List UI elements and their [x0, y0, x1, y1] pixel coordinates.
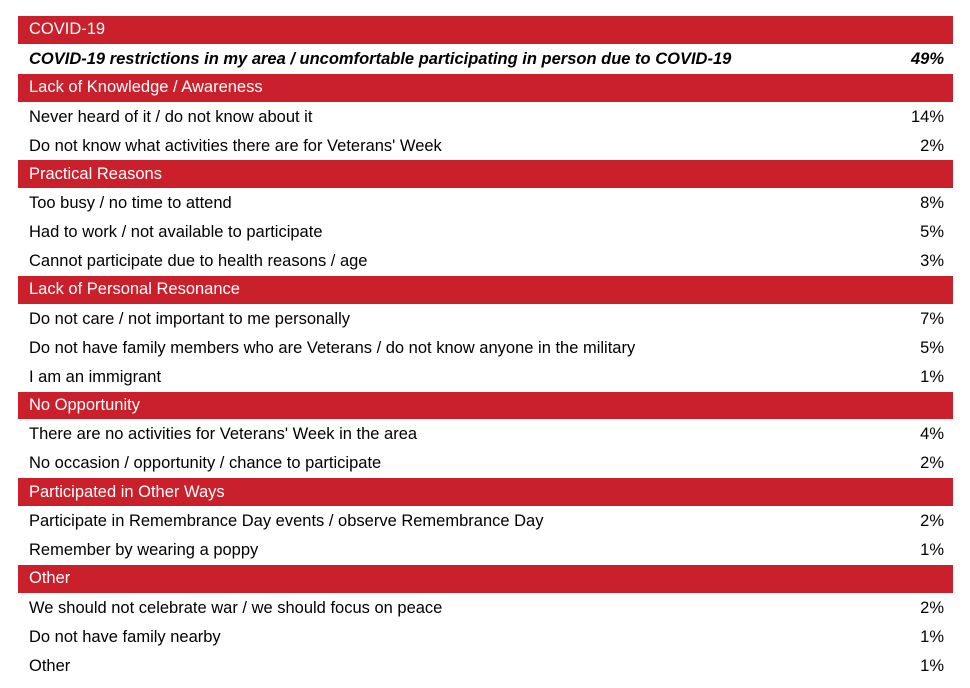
table-row — [18, 623, 953, 652]
row-value: 5% — [920, 338, 944, 357]
row-label: COVID-19 restrictions in my area / uncomfortable participating in person due to COVID-19 — [29, 49, 732, 68]
section-title: Lack of Knowledge / Awareness — [29, 78, 263, 97]
row-value: 2% — [920, 598, 944, 617]
table-row — [18, 507, 953, 536]
row-value: 1% — [920, 540, 944, 559]
row-label: We should not celebrate war / we should focus on peace — [29, 598, 443, 617]
row-value: 2% — [920, 512, 944, 531]
row-label: Had to work / not available to participate — [29, 223, 323, 242]
row-value: 14% — [910, 107, 944, 126]
section-title: COVID-19 — [29, 20, 106, 39]
section-header-resonance — [18, 276, 953, 305]
row-label: Do not have family nearby — [29, 627, 221, 646]
table-row — [18, 218, 953, 247]
table-row — [18, 536, 953, 565]
table-row — [18, 132, 953, 161]
section-header-knowledge — [18, 74, 953, 103]
section-title: Practical Reasons — [29, 164, 162, 183]
row-value: 2% — [920, 454, 944, 473]
row-value: 1% — [920, 656, 944, 675]
row-label: I am an immigrant — [29, 367, 162, 386]
table-row — [18, 594, 953, 623]
row-label: Do not have family members who are Veterans / do not know anyone in the military — [29, 338, 636, 357]
row-label: Too busy / no time to attend — [29, 194, 232, 213]
row-label: Remember by wearing a poppy — [29, 540, 259, 559]
row-value: 7% — [920, 309, 944, 328]
table-row — [18, 652, 953, 681]
row-value: 1% — [920, 367, 944, 386]
row-label: There are no activities for Veterans' Week in the area — [29, 425, 418, 444]
section-header-covid — [18, 16, 953, 45]
table-row — [18, 334, 953, 363]
row-value: 8% — [920, 194, 944, 213]
table-row — [18, 420, 953, 449]
section-title: Participated in Other Ways — [29, 482, 225, 501]
row-label: Participate in Remembrance Day events / observe Remembrance Day — [29, 512, 544, 531]
row-label: Do not care / not important to me personally — [29, 309, 350, 328]
row-value: 1% — [920, 627, 944, 646]
row-label: Cannot participate due to health reasons / age — [29, 252, 368, 271]
row-label: No occasion / opportunity / chance to participate — [29, 454, 382, 473]
section-title: Lack of Personal Resonance — [29, 280, 240, 299]
row-label: Do not know what activities there are for Veterans' Week — [29, 136, 442, 155]
table-row — [18, 449, 953, 478]
row-label: Never heard of it / do not know about it — [29, 107, 313, 126]
row-value: 4% — [920, 425, 944, 444]
table-row — [18, 45, 953, 74]
section-header-practical — [18, 160, 953, 189]
row-value: 49% — [910, 49, 944, 68]
row-value: 5% — [920, 223, 944, 242]
section-header-other — [18, 565, 953, 594]
section-title: No Opportunity — [29, 396, 140, 415]
section-header-opportunity — [18, 392, 953, 421]
row-value: 2% — [920, 136, 944, 155]
row-label: Other — [29, 656, 71, 675]
section-header-other-ways — [18, 478, 953, 507]
table-row — [18, 189, 953, 218]
row-value: 3% — [920, 252, 944, 271]
reasons-table — [18, 16, 953, 680]
section-title: Other — [29, 569, 71, 588]
table-row — [18, 363, 953, 392]
table-row — [18, 247, 953, 276]
table-row — [18, 103, 953, 132]
table-row — [18, 305, 953, 334]
